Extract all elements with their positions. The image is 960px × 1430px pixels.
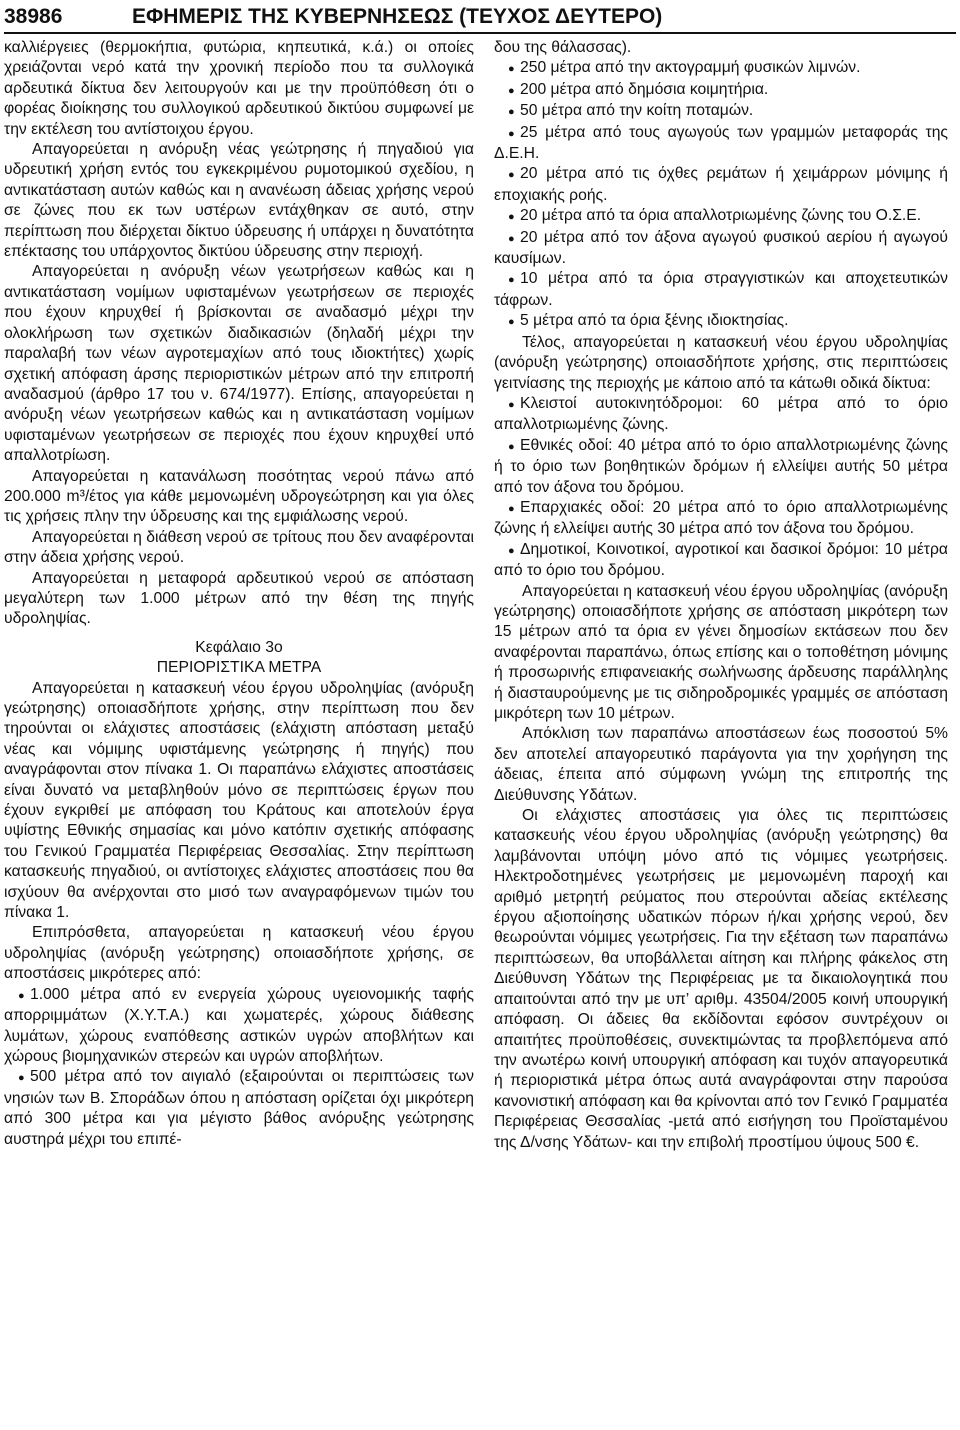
chapter-title: ΠΕΡΙΟΡΙΣΤΙΚΑ ΜΕΤΡΑ bbox=[156, 659, 322, 677]
bullet-item: ● 250 μέτρα από την ακτογραμμή φυσικών λιμνών. bbox=[494, 58, 948, 79]
paragraph: καλλιέργειες (θερμοκήπια, φυτώρια, κηπευτικά, κ.ά.) οι οποίες χρειάζονται νερό κατά την χρονική περίοδο που τα συλλογικά αρδευτικά δίκτυα δεν λειτουργούν και με την προϋπόθεση ότι ο φορέας διοίκησης του συλλογικού αρδευτικού δικτύου συμφωνεί με την εκτέλεση του αντίστοιχου έργου. bbox=[4, 39, 474, 138]
paragraph: Απόκλιση των παραπάνω αποστάσεων έως ποσοστού 5% δεν αποτελεί απαγορευτικό παράγοντα για την χορήγηση της άδειας, έπειτα από σύμφωνη γνώμη της επιτροπής της Διεύθυνσης Υδάτων. bbox=[494, 725, 948, 804]
paragraph: Απαγορεύεται η διάθεση νερού σε τρίτους που δεν αναφέρονται στην άδεια χρήσης νερού. bbox=[4, 528, 474, 567]
bullet-item: ● 25 μέτρα από τους αγωγούς των γραμμών μεταφοράς της Δ.Ε.Η. bbox=[494, 123, 948, 165]
bullet-item: ● Επαρχιακές οδοί: 20 μέτρα από το όριο απαλλοτριωμένης ζώνης ή ελλείψει αυτής 30 μέτρα από τον άξονα του δρόμου. bbox=[494, 498, 948, 540]
paragraph: Απαγορεύεται η κατασκευή νέου έργου υδροληψίας (ανόρυξη γεώτρησης) οποιασδήποτε χρήσης, στην περίπτωση που δεν τηρούνται οι ελάχιστες αποστάσεις (ελάχιστη απόσταση μεταξύ νέας και νόμιμης υφιστάμενης γεώτρησης ή πηγής) που αναγράφονται στον πίνακα 1. Οι παραπάνω ελάχιστες αποστάσεις είναι δυνατό να μεταβληθούν μόνο σε περιπτώσεις έργων που έχουν εγκριθεί με απόφαση του Κράτους και αποτελούν έργα υψίστης Εθνικής σημασίας και μόνο κατόπιν σχετικής απόφασης του Γενικού Γραμματέα Περιφέρειας Θεσσαλίας. Στην περίπτωση κατασκευής πηγαδιού, οι αντίστοιχες ελάχιστες αποστάσεις που θα ισχύουν θα ανέρχονται στο μισό των αναγραφόμενων τιμών του πίνακα 1. bbox=[4, 679, 474, 922]
paragraph: Απαγορεύεται η κατασκευή νέου έργου υδροληψίας (ανόρυξη γεώτρησης) οποιασδήποτε χρήσης σε απόσταση μικρότερη των 15 μέτρων από τα όρια εν γένει δημοσίων εκτάσεων που δεν αναφέρονται παραπάνω, όπως επίσης και ο τοποθέτηση μόνιμης ή προσωρινής επιφανειακής σωλήνωσης άρδευσης παράλληλης ή διασταυρούμενης με τις σιδηροδρομικές γραμμές σε απόσταση μικρότερη των 10 μέτρων. bbox=[494, 582, 948, 722]
bullet-item: ● 5 μέτρα από τα όρια ξένης ιδιοκτησίας. bbox=[494, 311, 948, 332]
chapter-heading: Κεφάλαιο 3ο bbox=[195, 638, 283, 656]
bullet-item: ● Δημοτικοί, Κοινοτικοί, αγροτικοί και δασικοί δρόμοι: 10 μέτρα από το όριο του δρόμου. bbox=[494, 540, 948, 582]
paragraph: Απαγορεύεται η μεταφορά αρδευτικού νερού σε απόσταση μεγαλύτερη των 1.000 μέτρων από την θέση της πηγής υδροληψίας. bbox=[4, 569, 474, 628]
paragraph: Τέλος, απαγορεύεται η κατασκευή νέου έργου υδροληψίας (ανόρυξη γεώτρησης) οποιασδήποτε χρήσης, στις περιπτώσεις γειτνίασης της περιοχής με κάποιο από τα κάτωθι οδικά δίκτυα: bbox=[494, 333, 948, 392]
paragraph: Επιπρόσθετα, απαγορεύεται η κατασκευή νέου έργου υδροληψίας (ανόρυξη γεώτρησης) οποιασδήποτε χρήσης, σε αποστάσεις μικρότερες από: bbox=[4, 924, 474, 983]
left-column bbox=[4, 38, 474, 1426]
bullet-item: ● 20 μέτρα από τα όρια απαλλοτριωμένης ζώνης του Ο.Σ.Ε. bbox=[494, 206, 948, 227]
gazette-title: ΕΦΗΜΕΡΙΣ ΤΗΣ ΚΥΒΕΡΝΗΣΕΩΣ (ΤΕΥΧΟΣ ΔΕΥΤΕΡΟ) bbox=[132, 5, 663, 28]
bullet-item: ● Εθνικές οδοί: 40 μέτρα από το όριο απαλλοτριωμένης ζώνης ή το όριο των βοηθητικών δρόμων ή ελλείψει αυτής 50 μέτρα από τον άξονα του δρόμου. bbox=[494, 436, 948, 498]
bullet-item: ● 50 μέτρα από την κοίτη ποταμών. bbox=[494, 101, 948, 122]
bullet-item: ● Κλειστοί αυτοκινητόδρομοι: 60 μέτρα από το όριο απαλλοτριωμένης ζώνης. bbox=[494, 394, 948, 436]
paragraph: Απαγορεύεται η ανόρυξη νέας γεώτρησης ή πηγαδιού για υδρευτική χρήση εντός του εγκεκριμένου ρυμοτομικού σχεδίου, η αντικατάσταση αυτών καθώς και η ανανέωση άδειας χρήσης νερού σε ζώνες που εκ των υστέρων εντάχθηκαν σε αυτό, στην περίπτωση που διέρχεται δίκτυο ύδρευσης ή υπάρχει η δυνατότητα επέκτασης του υπάρχοντος δικτύου ύδρευσης στην περιοχή. bbox=[4, 141, 474, 261]
bullet-item: ● 200 μέτρα από δημόσια κοιμητήρια. bbox=[494, 80, 948, 101]
paragraph: Απαγορεύεται η ανόρυξη νέων γεωτρήσεων καθώς και η αντικατάσταση νομίμων υφισταμένων γεωτρήσεων σε περιοχές που έχουν κηρυχθεί ή βρίσκονται σε αναδασμό μέχρι την ολοκλήρωση των σχετικών διαδικασιών (δηλαδή μέχρι την παραλαβή των νέων αγροτεμαχίων από τους ιδιοκτήτες) χωρίς σχετική απόφαση άρσης περιοριστικών μέτρων από την επιτροπή αναδασμού (άρθρο 17 του ν. 674/1977). Επίσης, απαγορεύεται η ανόρυξη νέων γεωτρήσεων καθώς και η αντικατάσταση νομίμων υφισταμένων γεωτρήσεων σε περιοχές που έχουν κηρυχθεί υπό απαλλοτρίωση. bbox=[4, 263, 474, 465]
bullet-item: ● 500 μέτρα από τον αιγιαλό (εξαιρούνται οι περιπτώσεις των νησιών των Β. Σποράδων όπου η απόσταση ορίζεται όχι μικρότερη από 300 μέτρα και για μέγιστο βάθος ανόρυξης γεώτρησης αυστηρά μέχρι του επιπέ- bbox=[4, 1067, 474, 1150]
bullet-item: ● 10 μέτρα από τα όρια στραγγιστικών και αποχετευτικών τάφρων. bbox=[494, 269, 948, 311]
paragraph: Οι ελάχιστες αποστάσεις για όλες τις περιπτώσεις κατασκευής νέου έργου υδροληψίας (ανόρυξη γεώτρησης) θα λαμβάνονται υπόψη μόνο από τις νόμιμες γεωτρήσεις. Ηλεκτροδοτημένες γεωτρήσεις με μεμονωμένη παροχή και αριθμό μετρητή ρεύματος που στερούνται αδείας εκτέλεσης έργου αξιοποίησης υδατικών πόρων ή/και χρήσης νερού, δεν θεωρούνται νόμιμες γεωτρήσεις. Για την εξέταση των παραπάνω περιπτώσεων, θα υποβάλλεται αίτηση και πλήρης φάκελος στη Διεύθυνση Υδάτων της Περιφέρειας με τα δικαιολογητικά που απαιτούνται από την με υπ’ αριθμ. 43504/2005 κοινή υπουργική απόφαση. Οι άδειες θα εκδίδονται εφόσον συντρέχουν οι απαιτήτες προϋποθέσεις, συνεκτιμώντας τα προβλεπόμενα από την ανωτέρω κοινή υπουργική απόφαση και τυχόν απαγορευτικά ή περιοριστικά μέτρα όπως αυτά αναγράφονται στην παρούσα κανονιστική απόφαση και θα κρίνονται από τον Γενικό Γραμματέα Περιφέρειας Θεσσαλίας -μετά από εισήγηση του Προϊσταμένου της Δ/νσης Υδάτων- και την επιβολή προστίμου ύψους 500 €. bbox=[494, 807, 948, 1151]
paragraph: Απαγορεύεται η κατανάλωση ποσότητας νερού πάνω από 200.000 m³/έτος για κάθε μεμονωμένη υδρογεώτρηση και για όλες τις χρήσεις πλην την ύδρευσης και της εμφιάλωσης νερού. bbox=[4, 467, 474, 526]
paragraph: δου της θάλασσας). bbox=[494, 39, 632, 56]
page-header bbox=[4, 2, 956, 34]
bullet-item: ● 20 μέτρα από τις όχθες ρεμάτων ή χειμάρρων μόνιμης ή εποχιακής ροής. bbox=[494, 164, 948, 206]
right-column bbox=[494, 38, 948, 1426]
page-number: 38986 bbox=[4, 5, 63, 28]
bullet-item: ● 20 μέτρα από τον άξονα αγωγού φυσικού αερίου ή αγωγού καυσίμων. bbox=[494, 228, 948, 270]
bullet-item: ● 1.000 μέτρα από εν ενεργεία χώρους υγειονομικής ταφής απορριμμάτων (Χ.Υ.Τ.Α.) και χωματερές, χώρους διάθεσης λυμάτων, χώρους εναπόθεσης αστικών υγρών αποβλήτων και χώρους βιομηχανικών στερεών και υγρών αποβλήτων. bbox=[4, 985, 474, 1068]
